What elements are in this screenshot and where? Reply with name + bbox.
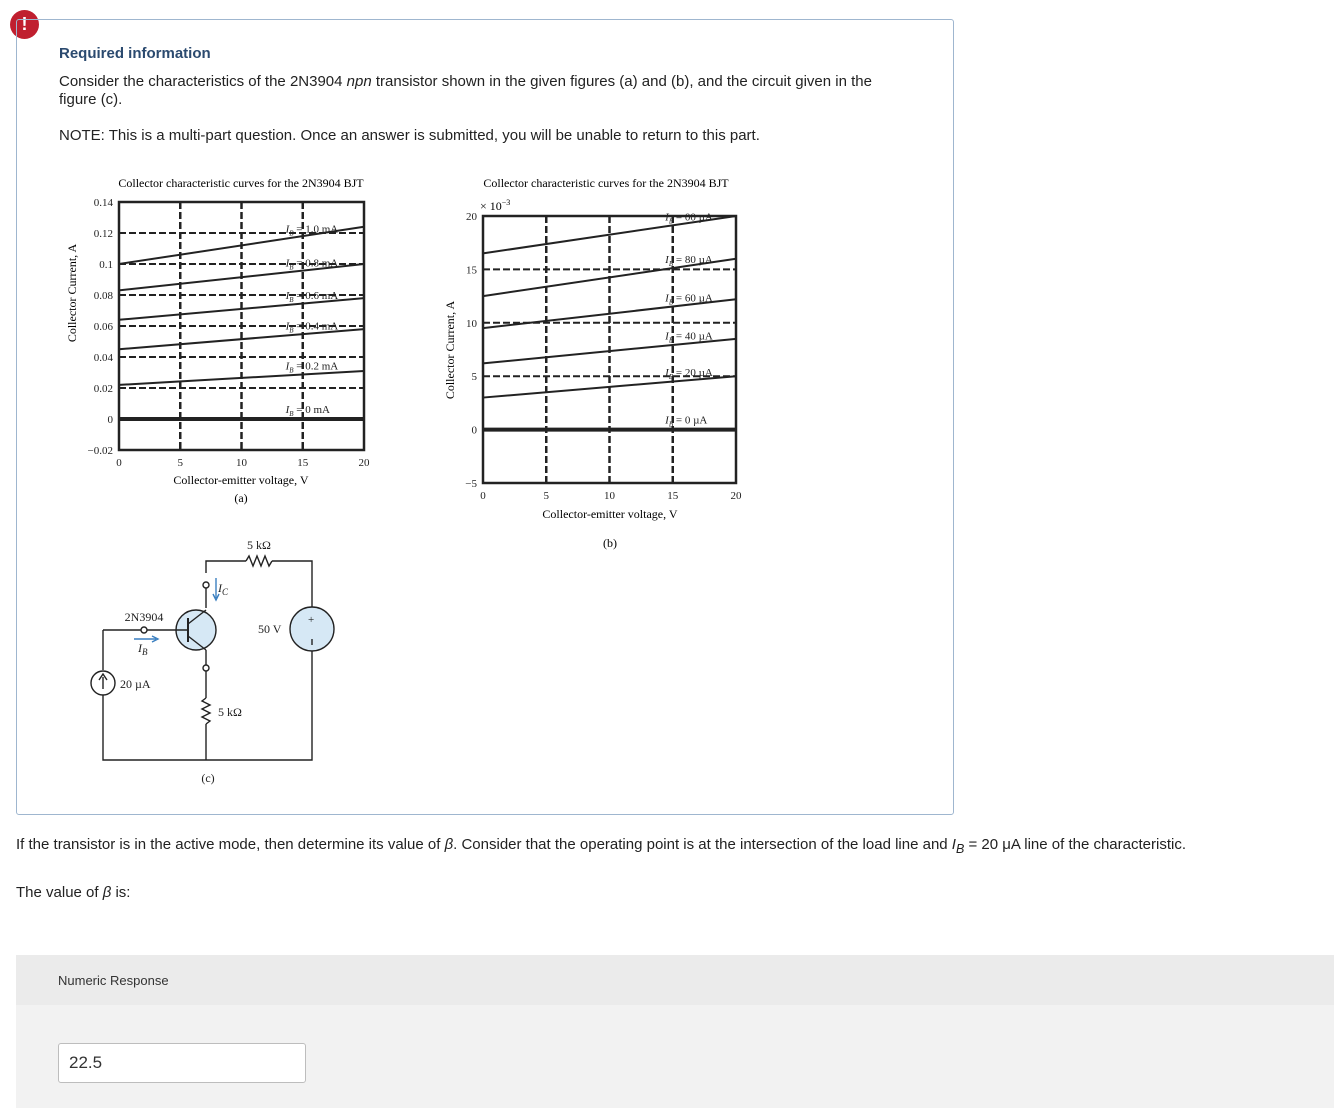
exclamation-icon: ! (21, 14, 28, 34)
transistor-figure (58, 168, 758, 798)
series-label: $I_B = 0.8$ mA (285, 257, 339, 272)
transistor-label: 2N3904 (124, 610, 164, 624)
series-label: $I_B = 0$ µA (665, 414, 708, 429)
chart-a-caption: (a) (234, 491, 248, 505)
y-tick-label: 0.06 (93, 321, 113, 333)
response-header (16, 955, 1334, 1005)
terminal (203, 665, 209, 671)
circuit-caption: (c) (201, 771, 215, 785)
series-label: $I_B = 80$ µA (665, 254, 713, 269)
series-label: $I_B = 60$ µA (665, 292, 713, 307)
circuit-labels (120, 538, 314, 785)
series-label: $I_B = 1.0$ mA (285, 223, 339, 238)
y-tick-label: 10 (466, 317, 477, 330)
y-tick-label: 0.12 (93, 228, 113, 240)
x-tick-label: 20 (358, 457, 370, 469)
chart-b-caption: (b) (603, 536, 617, 550)
ib-label: $I_B$ (138, 641, 148, 657)
chart-b-ylabel: Collector Current, A (443, 300, 457, 400)
x-tick-label: 15 (667, 490, 679, 502)
chart-a-title: Collector characteristic curves for the 2N3904 BJT (118, 176, 364, 190)
chart-b-xlabel: Collector-emitter voltage, V (542, 507, 678, 521)
y-tick-label: 0 (107, 414, 113, 426)
answer-prompt: The value of β is: (16, 884, 131, 901)
collector-resistor (246, 556, 272, 566)
wire (206, 561, 246, 573)
x-tick-label: 0 (480, 490, 486, 502)
x-tick-label: 20 (730, 490, 742, 502)
chart-a (65, 176, 370, 505)
y-tick-label: 5 (471, 371, 477, 384)
vcc-label: 50 V (258, 622, 282, 636)
numeric-response-panel (16, 955, 1334, 1108)
chart-b-title: Collector characteristic curves for the 2N3904 BJT (483, 176, 729, 190)
chart-b (443, 176, 742, 550)
terminal (141, 627, 147, 633)
terminal (203, 582, 209, 588)
plus-mark: + (308, 614, 315, 626)
series-label: $I_B = 00$ µA (665, 211, 713, 226)
y-tick-label: −0.02 (87, 445, 113, 457)
y-tick-label: 20 (466, 211, 477, 223)
series-label: $I_B = 0$ mA (285, 404, 331, 418)
y-tick-label: 0.08 (93, 290, 113, 302)
x-tick-label: 15 (297, 457, 309, 469)
response-label: Numeric Response (58, 973, 169, 988)
series-label: $I_B = 0.6$ mA (285, 290, 339, 305)
chart-a-ylabel: Collector Current, A (65, 243, 79, 343)
y-tick-label: 0.1 (99, 259, 113, 271)
rc-label: 5 kΩ (247, 538, 271, 552)
series-label: $I_B = 0.2$ mA (285, 360, 339, 375)
series-label: $I_B = 40$ µA (665, 330, 713, 345)
chart-b-scale: × $10^{-3}$ (480, 198, 511, 213)
x-tick-label: 10 (236, 457, 247, 469)
y-tick-label: −5 (465, 478, 477, 490)
chart-a-xlabel: Collector-emitter voltage, V (173, 473, 309, 487)
info-title: Required information (59, 45, 211, 62)
ib-source-label: 20 µA (120, 677, 151, 691)
y-tick-label: 0.14 (93, 197, 113, 209)
x-tick-label: 5 (177, 457, 183, 469)
series-label: $I_B = 20$ µA (665, 367, 713, 382)
series-label: $I_B = 0.4$ mA (285, 320, 339, 335)
x-tick-label: 0 (116, 457, 122, 469)
y-tick-label: 15 (466, 264, 477, 277)
info-paragraph: Consider the characteristics of the 2N3904 npn transistor shown in the given figures (a) and (b), and the circuit given in the (59, 73, 872, 90)
beta-answer-input[interactable] (58, 1043, 306, 1083)
ic-label: $I_C$ (218, 581, 229, 597)
question-text: If the transistor is in the active mode, then determine its value of β. Consider that the operating point is at the intersection of the load line and $I_B = 20$ μA line of the characteristic. (16, 836, 1186, 856)
x-tick-label: 5 (543, 490, 549, 502)
info-note: NOTE: This is a multi-part question. Once an answer is submitted, you will be unable to return to this part. (59, 127, 760, 144)
x-tick-label: 10 (604, 490, 615, 502)
circuit-c (91, 556, 334, 760)
y-tick-label: 0 (471, 424, 477, 437)
info-paragraph-cont: figure (c). (59, 91, 123, 108)
y-tick-label: 0.02 (93, 383, 113, 395)
re-label: 5 kΩ (218, 705, 242, 719)
y-tick-label: 0.04 (93, 352, 113, 364)
wire (272, 561, 312, 607)
emitter-resistor (202, 698, 210, 724)
